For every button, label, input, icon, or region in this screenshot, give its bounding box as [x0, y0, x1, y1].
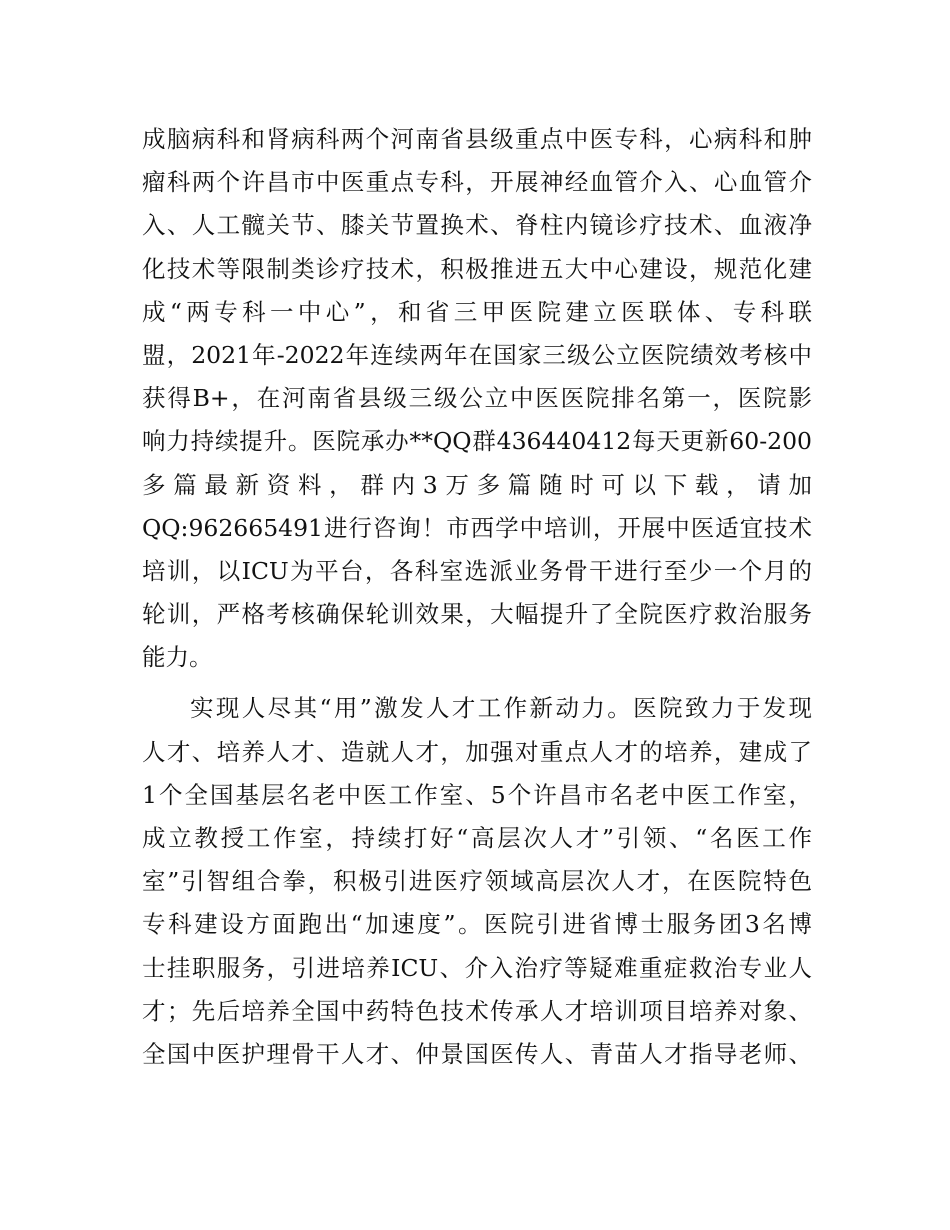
text-line: 成“两专科一中心”，和省三甲医院建立医联体、专科联 — [142, 297, 812, 326]
paragraph-2 — [142, 687, 812, 1076]
text-line: 才；先后培养全国中药特色技术传承人才培训项目培养对象、 — [142, 996, 812, 1025]
text-line: 成脑病科和肾病科两个河南省县级重点中医专科，心病科和肿 — [142, 125, 812, 153]
paragraph-1 — [142, 118, 812, 679]
text-line: 获得B+，在河南省县级三级公立中医医院排名第一，医院影 — [142, 384, 812, 413]
text-line: 1个全国基层名老中医工作室、5个许昌市名老中医工作室， — [142, 780, 812, 809]
text-line: 轮训，严格考核确保轮训效果，大幅提升了全院医疗救治服务 — [142, 600, 812, 629]
text-line: 士挂职服务，引进培养ICU、介入治疗等疑难重症救治专业人 — [142, 953, 812, 982]
text-line: 成立教授工作室，持续打好“高层次人才”引领、“名医工作 — [142, 824, 812, 852]
text-line: 实现人尽其“用”激发人才工作新动力。医院致力于发现 — [190, 694, 812, 723]
text-line: QQ:962665491进行咨询！市西学中培训，开展中医适宜技术 — [142, 513, 812, 542]
text-line: 多篇最新资料，群内3万多篇随时可以下载，请加 — [142, 470, 812, 499]
text-line: 响力持续提升。医院承办**QQ群436440412每天更新60-200 — [142, 427, 812, 456]
text-line: 专科建设方面跑出“加速度”。医院引进省博士服务团3名博 — [142, 910, 812, 939]
text-line: 人才、培养人才、造就人才，加强对重点人才的培养，建成了 — [142, 737, 812, 766]
text-line: 能力。 — [142, 643, 213, 672]
paragraph-spacer — [142, 679, 812, 687]
text-line: 化技术等限制类诊疗技术，积极推进五大中心建设，规范化建 — [142, 254, 812, 283]
text-line: 全国中医护理骨干人才、仲景国医传人、青苗人才指导老师、 — [142, 1039, 812, 1068]
text-line: 入、人工髋关节、膝关节置换术、脊柱内镜诊疗技术、血液净 — [142, 211, 812, 240]
document-body — [142, 118, 812, 1076]
text-line: 瘤科两个许昌市中医重点专科，开展神经血管介入、心血管介 — [142, 168, 812, 197]
text-line: 盟，2021年-2022年连续两年在国家三级公立医院绩效考核中 — [142, 340, 812, 369]
text-line: 室”引智组合拳，积极引进医疗领域高层次人才，在医院特色 — [142, 867, 812, 896]
text-line: 培训，以ICU为平台，各科室选派业务骨干进行至少一个月的 — [142, 556, 812, 585]
